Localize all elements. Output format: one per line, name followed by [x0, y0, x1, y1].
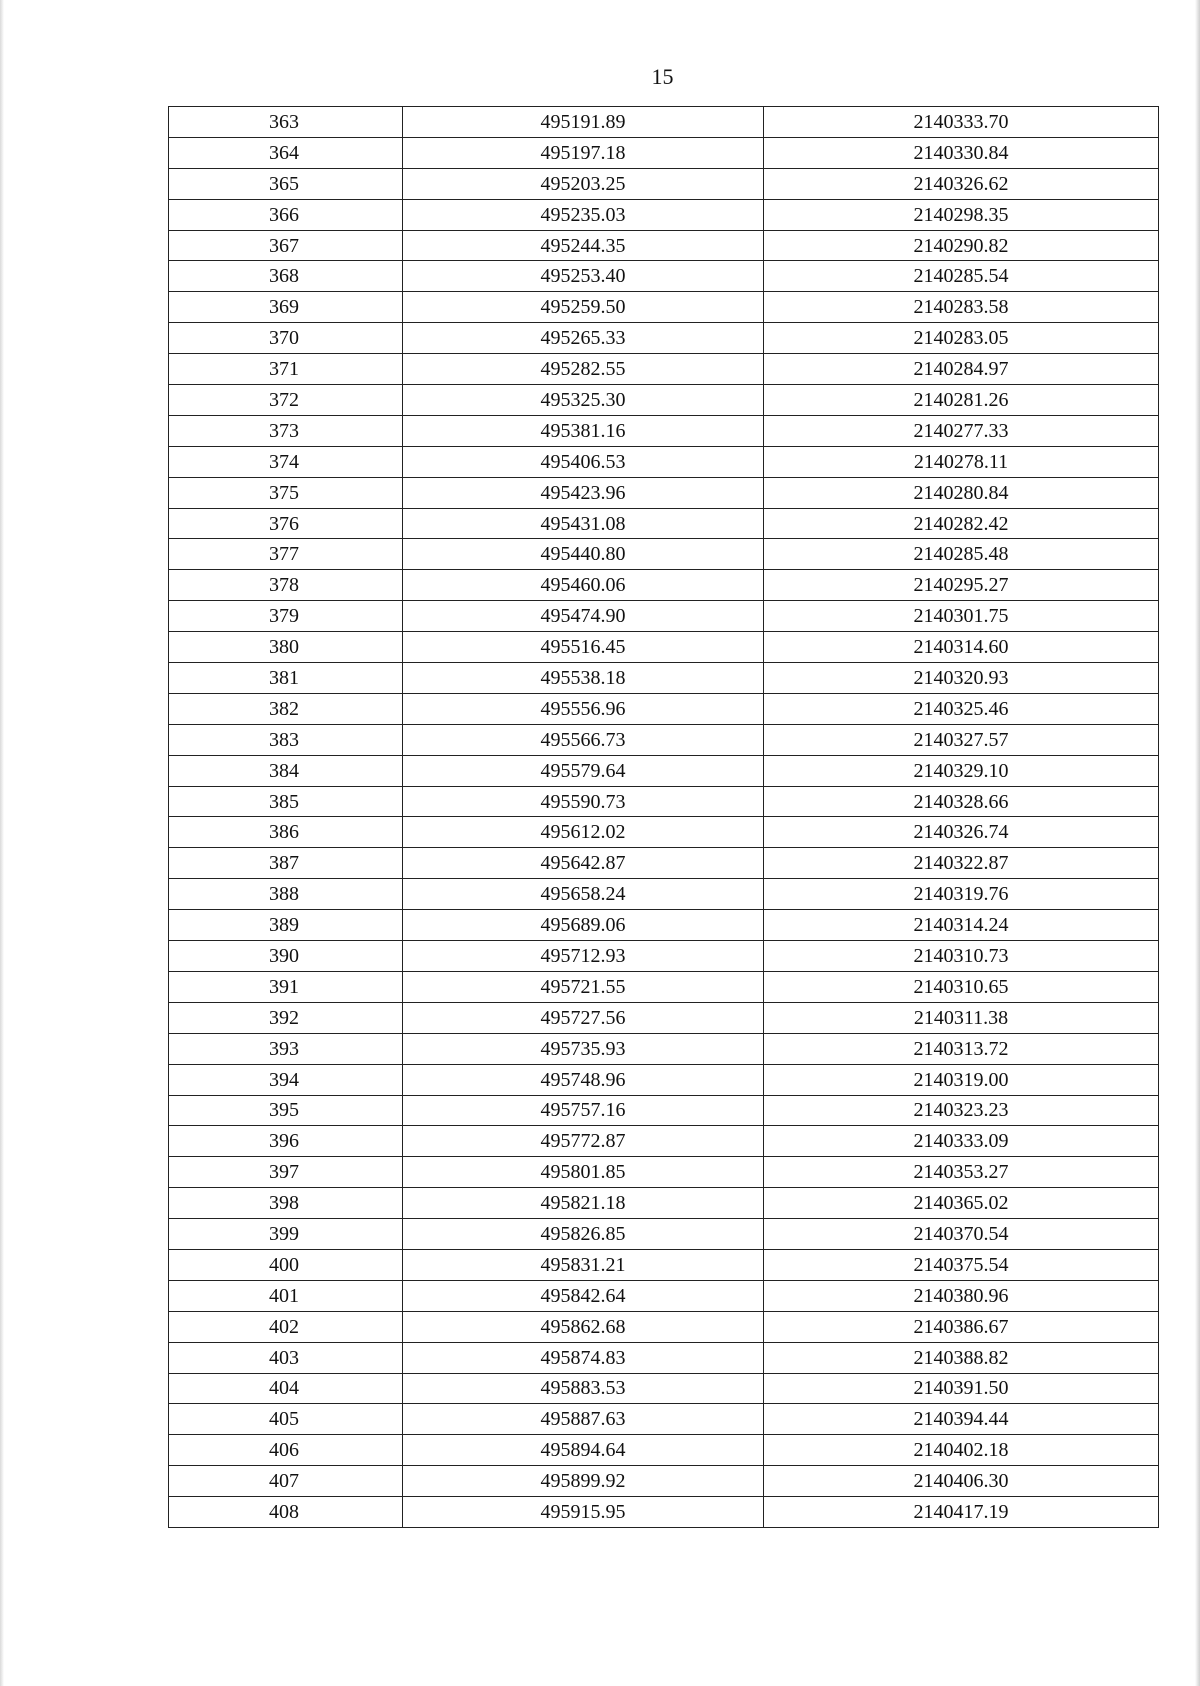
y-coordinate-cell: 2140394.44 — [764, 1404, 1159, 1435]
scan-edge-left — [0, 0, 4, 1686]
y-coordinate-cell: 2140370.54 — [764, 1219, 1159, 1250]
x-coordinate-cell: 495801.85 — [403, 1157, 764, 1188]
y-coordinate-cell: 2140280.84 — [764, 477, 1159, 508]
y-coordinate-cell: 2140310.73 — [764, 941, 1159, 972]
table-row — [169, 910, 1159, 941]
table-row — [169, 1188, 1159, 1219]
table-row — [169, 601, 1159, 632]
x-coordinate-cell: 495658.24 — [403, 879, 764, 910]
point-number-cell: 404 — [169, 1373, 403, 1404]
x-coordinate-cell: 495265.33 — [403, 323, 764, 354]
x-coordinate-cell: 495862.68 — [403, 1311, 764, 1342]
y-coordinate-cell: 2140325.46 — [764, 693, 1159, 724]
x-coordinate-cell: 495642.87 — [403, 848, 764, 879]
point-number-cell: 366 — [169, 199, 403, 230]
y-coordinate-cell: 2140314.60 — [764, 632, 1159, 663]
table-row — [169, 570, 1159, 601]
point-number-cell: 387 — [169, 848, 403, 879]
table-row — [169, 1404, 1159, 1435]
point-number-cell: 405 — [169, 1404, 403, 1435]
x-coordinate-cell: 495566.73 — [403, 724, 764, 755]
table-row — [169, 1249, 1159, 1280]
y-coordinate-cell: 2140353.27 — [764, 1157, 1159, 1188]
x-coordinate-cell: 495874.83 — [403, 1342, 764, 1373]
table-row — [169, 1126, 1159, 1157]
x-coordinate-cell: 495887.63 — [403, 1404, 764, 1435]
table-row — [169, 354, 1159, 385]
point-number-cell: 380 — [169, 632, 403, 663]
x-coordinate-cell: 495590.73 — [403, 786, 764, 817]
x-coordinate-cell: 495474.90 — [403, 601, 764, 632]
y-coordinate-cell: 2140333.09 — [764, 1126, 1159, 1157]
point-number-cell: 374 — [169, 446, 403, 477]
table-row — [169, 1064, 1159, 1095]
y-coordinate-cell: 2140329.10 — [764, 755, 1159, 786]
y-coordinate-cell: 2140402.18 — [764, 1435, 1159, 1466]
y-coordinate-cell: 2140284.97 — [764, 354, 1159, 385]
point-number-cell: 396 — [169, 1126, 403, 1157]
point-number-cell: 400 — [169, 1249, 403, 1280]
point-number-cell: 382 — [169, 693, 403, 724]
x-coordinate-cell: 495191.89 — [403, 107, 764, 138]
point-number-cell: 402 — [169, 1311, 403, 1342]
y-coordinate-cell: 2140282.42 — [764, 508, 1159, 539]
x-coordinate-cell: 495197.18 — [403, 137, 764, 168]
x-coordinate-cell: 495712.93 — [403, 941, 764, 972]
x-coordinate-cell: 495735.93 — [403, 1033, 764, 1064]
x-coordinate-cell: 495516.45 — [403, 632, 764, 663]
table-row — [169, 755, 1159, 786]
y-coordinate-cell: 2140388.82 — [764, 1342, 1159, 1373]
table-row — [169, 632, 1159, 663]
point-number-cell: 401 — [169, 1280, 403, 1311]
x-coordinate-cell: 495381.16 — [403, 415, 764, 446]
point-number-cell: 399 — [169, 1219, 403, 1250]
point-number-cell: 381 — [169, 663, 403, 694]
point-number-cell: 378 — [169, 570, 403, 601]
point-number-cell: 383 — [169, 724, 403, 755]
table-row — [169, 786, 1159, 817]
point-number-cell: 371 — [169, 354, 403, 385]
x-coordinate-cell: 495772.87 — [403, 1126, 764, 1157]
x-coordinate-cell: 495748.96 — [403, 1064, 764, 1095]
x-coordinate-cell: 495253.40 — [403, 261, 764, 292]
table-row — [169, 693, 1159, 724]
point-number-cell: 406 — [169, 1435, 403, 1466]
x-coordinate-cell: 495235.03 — [403, 199, 764, 230]
point-number-cell: 393 — [169, 1033, 403, 1064]
point-number-cell: 392 — [169, 1002, 403, 1033]
y-coordinate-cell: 2140417.19 — [764, 1497, 1159, 1528]
point-number-cell: 364 — [169, 137, 403, 168]
point-number-cell: 389 — [169, 910, 403, 941]
x-coordinate-cell: 495883.53 — [403, 1373, 764, 1404]
y-coordinate-cell: 2140301.75 — [764, 601, 1159, 632]
table-row — [169, 663, 1159, 694]
x-coordinate-cell: 495431.08 — [403, 508, 764, 539]
y-coordinate-cell: 2140322.87 — [764, 848, 1159, 879]
x-coordinate-cell: 495899.92 — [403, 1466, 764, 1497]
point-number-cell: 368 — [169, 261, 403, 292]
y-coordinate-cell: 2140285.48 — [764, 539, 1159, 570]
x-coordinate-cell: 495894.64 — [403, 1435, 764, 1466]
point-number-cell: 370 — [169, 323, 403, 354]
table-row — [169, 1342, 1159, 1373]
table-row — [169, 477, 1159, 508]
table-row — [169, 199, 1159, 230]
x-coordinate-cell: 495440.80 — [403, 539, 764, 570]
point-number-cell: 408 — [169, 1497, 403, 1528]
x-coordinate-cell: 495556.96 — [403, 693, 764, 724]
table-row — [169, 1466, 1159, 1497]
y-coordinate-cell: 2140380.96 — [764, 1280, 1159, 1311]
y-coordinate-cell: 2140295.27 — [764, 570, 1159, 601]
y-coordinate-cell: 2140283.58 — [764, 292, 1159, 323]
y-coordinate-cell: 2140326.62 — [764, 168, 1159, 199]
point-number-cell: 367 — [169, 230, 403, 261]
x-coordinate-cell: 495721.55 — [403, 971, 764, 1002]
point-number-cell: 390 — [169, 941, 403, 972]
table-row — [169, 1373, 1159, 1404]
coordinate-table-body — [169, 107, 1159, 1528]
y-coordinate-cell: 2140365.02 — [764, 1188, 1159, 1219]
x-coordinate-cell: 495757.16 — [403, 1095, 764, 1126]
point-number-cell: 369 — [169, 292, 403, 323]
x-coordinate-cell: 495842.64 — [403, 1280, 764, 1311]
point-number-cell: 397 — [169, 1157, 403, 1188]
point-number-cell: 377 — [169, 539, 403, 570]
y-coordinate-cell: 2140406.30 — [764, 1466, 1159, 1497]
table-row — [169, 107, 1159, 138]
x-coordinate-cell: 495423.96 — [403, 477, 764, 508]
point-number-cell: 394 — [169, 1064, 403, 1095]
x-coordinate-cell: 495831.21 — [403, 1249, 764, 1280]
table-row — [169, 415, 1159, 446]
x-coordinate-cell: 495612.02 — [403, 817, 764, 848]
y-coordinate-cell: 2140310.65 — [764, 971, 1159, 1002]
y-coordinate-cell: 2140298.35 — [764, 199, 1159, 230]
x-coordinate-cell: 495460.06 — [403, 570, 764, 601]
point-number-cell: 365 — [169, 168, 403, 199]
table-row — [169, 941, 1159, 972]
point-number-cell: 385 — [169, 786, 403, 817]
y-coordinate-cell: 2140323.23 — [764, 1095, 1159, 1126]
y-coordinate-cell: 2140313.72 — [764, 1033, 1159, 1064]
table-row — [169, 1435, 1159, 1466]
table-row — [169, 879, 1159, 910]
table-row — [169, 385, 1159, 416]
y-coordinate-cell: 2140320.93 — [764, 663, 1159, 694]
y-coordinate-cell: 2140375.54 — [764, 1249, 1159, 1280]
y-coordinate-cell: 2140290.82 — [764, 230, 1159, 261]
x-coordinate-cell: 495325.30 — [403, 385, 764, 416]
x-coordinate-cell: 495282.55 — [403, 354, 764, 385]
point-number-cell: 373 — [169, 415, 403, 446]
table-row — [169, 1280, 1159, 1311]
table-row — [169, 261, 1159, 292]
x-coordinate-cell: 495915.95 — [403, 1497, 764, 1528]
point-number-cell: 379 — [169, 601, 403, 632]
point-number-cell: 384 — [169, 755, 403, 786]
y-coordinate-cell: 2140391.50 — [764, 1373, 1159, 1404]
x-coordinate-cell: 495406.53 — [403, 446, 764, 477]
point-number-cell: 398 — [169, 1188, 403, 1219]
y-coordinate-cell: 2140328.66 — [764, 786, 1159, 817]
table-row — [169, 292, 1159, 323]
table-row — [169, 1157, 1159, 1188]
table-row — [169, 848, 1159, 879]
y-coordinate-cell: 2140311.38 — [764, 1002, 1159, 1033]
y-coordinate-cell: 2140285.54 — [764, 261, 1159, 292]
x-coordinate-cell: 495826.85 — [403, 1219, 764, 1250]
table-row — [169, 1002, 1159, 1033]
y-coordinate-cell: 2140314.24 — [764, 910, 1159, 941]
point-number-cell: 375 — [169, 477, 403, 508]
table-row — [169, 1497, 1159, 1528]
x-coordinate-cell: 495689.06 — [403, 910, 764, 941]
y-coordinate-cell: 2140277.33 — [764, 415, 1159, 446]
x-coordinate-cell: 495203.25 — [403, 168, 764, 199]
table-row — [169, 539, 1159, 570]
coordinate-table — [168, 106, 1159, 1528]
table-row — [169, 137, 1159, 168]
x-coordinate-cell: 495259.50 — [403, 292, 764, 323]
x-coordinate-cell: 495579.64 — [403, 755, 764, 786]
table-row — [169, 1311, 1159, 1342]
table-row — [169, 508, 1159, 539]
table-row — [169, 230, 1159, 261]
y-coordinate-cell: 2140283.05 — [764, 323, 1159, 354]
y-coordinate-cell: 2140386.67 — [764, 1311, 1159, 1342]
table-row — [169, 971, 1159, 1002]
x-coordinate-cell: 495538.18 — [403, 663, 764, 694]
y-coordinate-cell: 2140281.26 — [764, 385, 1159, 416]
table-row — [169, 168, 1159, 199]
table-row — [169, 817, 1159, 848]
point-number-cell: 372 — [169, 385, 403, 416]
x-coordinate-cell: 495244.35 — [403, 230, 764, 261]
point-number-cell: 363 — [169, 107, 403, 138]
y-coordinate-cell: 2140278.11 — [764, 446, 1159, 477]
y-coordinate-cell: 2140326.74 — [764, 817, 1159, 848]
table-row — [169, 1219, 1159, 1250]
table-row — [169, 1095, 1159, 1126]
point-number-cell: 395 — [169, 1095, 403, 1126]
y-coordinate-cell: 2140327.57 — [764, 724, 1159, 755]
table-row — [169, 1033, 1159, 1064]
scan-edge-right — [1195, 0, 1200, 1686]
page-number: 15 — [651, 64, 674, 89]
point-number-cell: 386 — [169, 817, 403, 848]
x-coordinate-cell: 495821.18 — [403, 1188, 764, 1219]
y-coordinate-cell: 2140333.70 — [764, 107, 1159, 138]
x-coordinate-cell: 495727.56 — [403, 1002, 764, 1033]
table-row — [169, 323, 1159, 354]
point-number-cell: 388 — [169, 879, 403, 910]
point-number-cell: 403 — [169, 1342, 403, 1373]
y-coordinate-cell: 2140319.76 — [764, 879, 1159, 910]
table-row — [169, 724, 1159, 755]
point-number-cell: 391 — [169, 971, 403, 1002]
y-coordinate-cell: 2140319.00 — [764, 1064, 1159, 1095]
point-number-cell: 407 — [169, 1466, 403, 1497]
y-coordinate-cell: 2140330.84 — [764, 137, 1159, 168]
table-row — [169, 446, 1159, 477]
point-number-cell: 376 — [169, 508, 403, 539]
